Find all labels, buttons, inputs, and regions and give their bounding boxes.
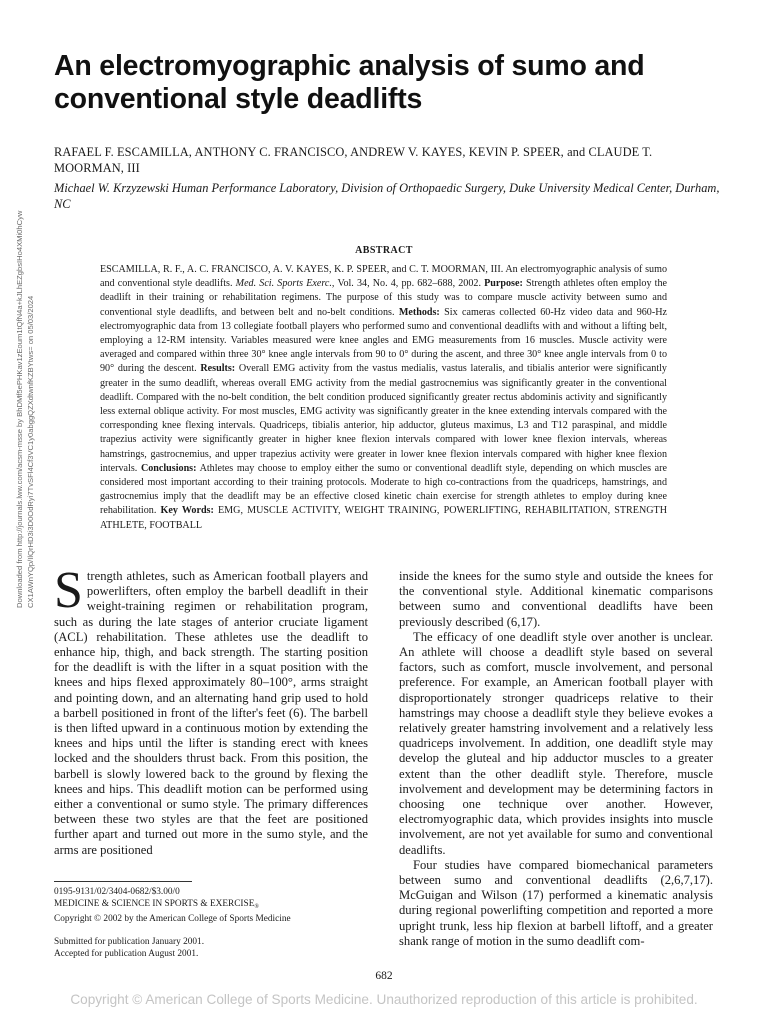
footnote-journal-line (54, 898, 374, 913)
footnote-submitted: Submitted for publication January 2001. (54, 936, 205, 947)
intro-paragraph-1 (54, 569, 368, 877)
footnote-copyright: Copyright © 2002 by the American College of Sports Medicine (54, 914, 291, 925)
footnote-journal: MEDICINE & SCIENCE IN SPORTS & EXERCISE (54, 899, 255, 910)
intro-paragraph-3: Four studies have compared biomechanical parameters between sumo and conventional deadlifts (2,6,7,17). McGuigan and Wilson (17) performed a kinematic analysis during regional powerlifting competition and reported a more upright trunk, less hip flexion at barbell liftoff, and a greater shank range of motion in the sumo deadlift com- (399, 857, 713, 948)
publication-footnote (54, 886, 374, 960)
author-affiliation: Michael W. Krzyzewski Human Performance Laboratory, Division of Orthopaedic Surgery, Duke University Medical Center, Durham, NC (54, 181, 720, 211)
intro-paragraph-continued: inside the knees for the sumo style and outside the knees for the conventional style. Additional kinematic comparisons between sumo and conventional deadlifts have been previously described (6,17). (399, 569, 713, 629)
intro-paragraph-2: The efficacy of one deadlift style over another is unclear. An athlete will choose a deadlift style based on several factors, such as comfort, muscle involvement, and personal preference. For example, an American football player with disproportionately stronger quadriceps relative to their hamstrings may choose a deadlift style they believe evokes a relatively greater hamstring involvement and a relatively less quadriceps involvement. In addition, one deadlift style may develop the gluteal and hip adductor muscles to a greater extent than the other deadlift style. Therefore, muscle involvement and development may be determining factors in choosing one technique over another. However, electromyographic data, which provides insights into muscle involvement, are not yet available for sumo and conventional deadlifts. (399, 629, 713, 857)
body-column-right (399, 569, 713, 949)
body-column-left (54, 569, 368, 877)
abstract-purpose-label: Purpose: (484, 278, 523, 290)
author-list: RAFAEL F. ESCAMILLA, ANTHONY C. FRANCISCO, ANDREW V. KAYES, KEVIN P. SPEER, and CLAUDE T. MOORMAN, III (54, 145, 653, 175)
abstract-results-label: Results: (200, 363, 236, 375)
article-title: An electromyographic analysis of sumo and conventional style deadlifts (54, 50, 645, 115)
download-sidebar-text (14, 168, 40, 608)
drop-cap: S (54, 569, 83, 619)
download-sidebar-line-2: CX1AWnYQp/IlQrHD3i3D0OdRyi7TvSFl4Cf3VC1y0abggQZXdtwnfKZBYtws= on 05/03/2024 (26, 295, 35, 608)
abstract-conclusions: Athletes may choose to employ either the sumo or conventional deadlift style, depending on which muscles are considered most important according to their training protocols. Moderate to high co-contractions from the quadriceps, hamstrings, and gastrocnemius imply that the deadlift may be an effective closed kinetic chain exercise for strength athletes to employ during knee rehabilitation. (100, 462, 667, 517)
intro-paragraph-1-text: trength athletes, such as American football players and powerlifters, often employ the barbell deadlift in their weight-training regimen or rehabilitation program, such as during the late stages of anterior cruciate ligament (ACL) rehabilitation. These athletes use the deadlift to enhance hip, thigh, and back strength. The starting position for the deadlift is with the lifter in a squat position with the knees and hips flexed approximately 80–100°, arms straight and pointing down, and an alternating hand grip used to hold a barbell positioned in front of the lifter's feet (6). The barbell is then lifted upward in a continuous motion by extending the knees and hips until the lifter is standing erect with knees locked and the shoulders thrust back. From this position, the barbell is slowly lowered back to the ground by flexing the knees and hips. This deadlift motion can be performed using either a conventional or sumo style. The primary differences between these two styles are that the feet are positioned further apart and turned out more in the sumo style, and the arms are positioned (54, 569, 368, 857)
page-number: 682 (375, 970, 393, 982)
abstract-conclusions-label: Conclusions: (140, 462, 197, 474)
abstract-methods-label: Methods: (398, 306, 440, 318)
abstract-purpose: Strength athletes often employ the deadlift in their training or rehabilitation regimens. The purpose of this study was to compare muscle activity between sumo and conventional style deadlifts, and between belt and no-belt conditions. (100, 278, 667, 318)
abstract-citation-tail: Vol. 34, No. 4, pp. 682–688, 2002. (337, 278, 481, 290)
download-sidebar-line-1: Downloaded from http://journals.lww.com/acsm-msse by BhDMf5ePHKav1zEoum1tQfN4a+kJLhEZgbsIHo4XMi0hCyw (15, 210, 24, 608)
abstract-keywords: EMG, MUSCLE ACTIVITY, WEIGHT TRAINING, POWERLIFTING, REHABILITATION, STRENGTH ATHLETE, FOOTBALL (100, 505, 667, 531)
abstract-journal: Med. Sci. Sports Exerc., (235, 278, 335, 290)
footnote-accepted: Accepted for publication August 2001. (54, 948, 199, 959)
abstract-keywords-label: Key Words: (160, 505, 214, 517)
footnote-journal-mark: ® (254, 904, 259, 911)
abstract-methods: Six cameras collected 60-Hz video data and 960-Hz electromyographic data from 13 collegiate football players who performed sumo and conventional deadlifts with and without a lifting belt, employing a 12-RM intensity. Variables measured were knee angles and EMG measurements from 16 muscles. Muscle activity were averaged and compared within three 30° knee angle intervals from 90 to 0° during the ascent, and three 30° knee angle intervals from 0 to 90° during the descent. (100, 306, 667, 375)
copyright-watermark: Copyright © American College of Sports Medicine. Unauthorized reproduction of this article is prohibited. (70, 992, 698, 1007)
abstract-citation-authors: ESCAMILLA, R. F., A. C. FRANCISCO, A. V. KAYES, K. P. SPEER, and C. T. MOORMAN, III. An electromyographic analysis of sumo and conventional style deadlifts. (100, 264, 667, 290)
footnote-gap (54, 926, 374, 936)
download-sidebar (14, 168, 40, 608)
footnote-code: 0195-9131/02/3404-0682/$3.00/0 (54, 887, 180, 897)
abstract-results: Overall EMG activity from the vastus medialis, vastus lateralis, and tibialis anterior were significantly greater in the sumo deadlift, whereas overall EMG activity from the medial gastrocnemius was significantly greater in the conventional deadlift. Compared with the no-belt condition, the belt condition produced significantly greater rectus abdominis activity and significantly less external oblique activity. For most muscles, EMG activity was significantly greater in the knee extending intervals compared with the corresponding knee flexing intervals. Quadriceps, tibialis anterior, hip adductor, gluteus maximus, L3 and T12 paraspinal, and middle trapezius activity were significantly greater in higher knee flexion intervals compared with lower knee flexion intervals, whereas hamstrings, gastrocnemius, and upper trapezius activity were greater in lower knee flexion intervals compared with higher knee flexion intervals. (100, 363, 667, 474)
abstract-heading: ABSTRACT (355, 245, 413, 256)
footnote-divider (54, 881, 192, 882)
abstract-body (100, 263, 667, 533)
